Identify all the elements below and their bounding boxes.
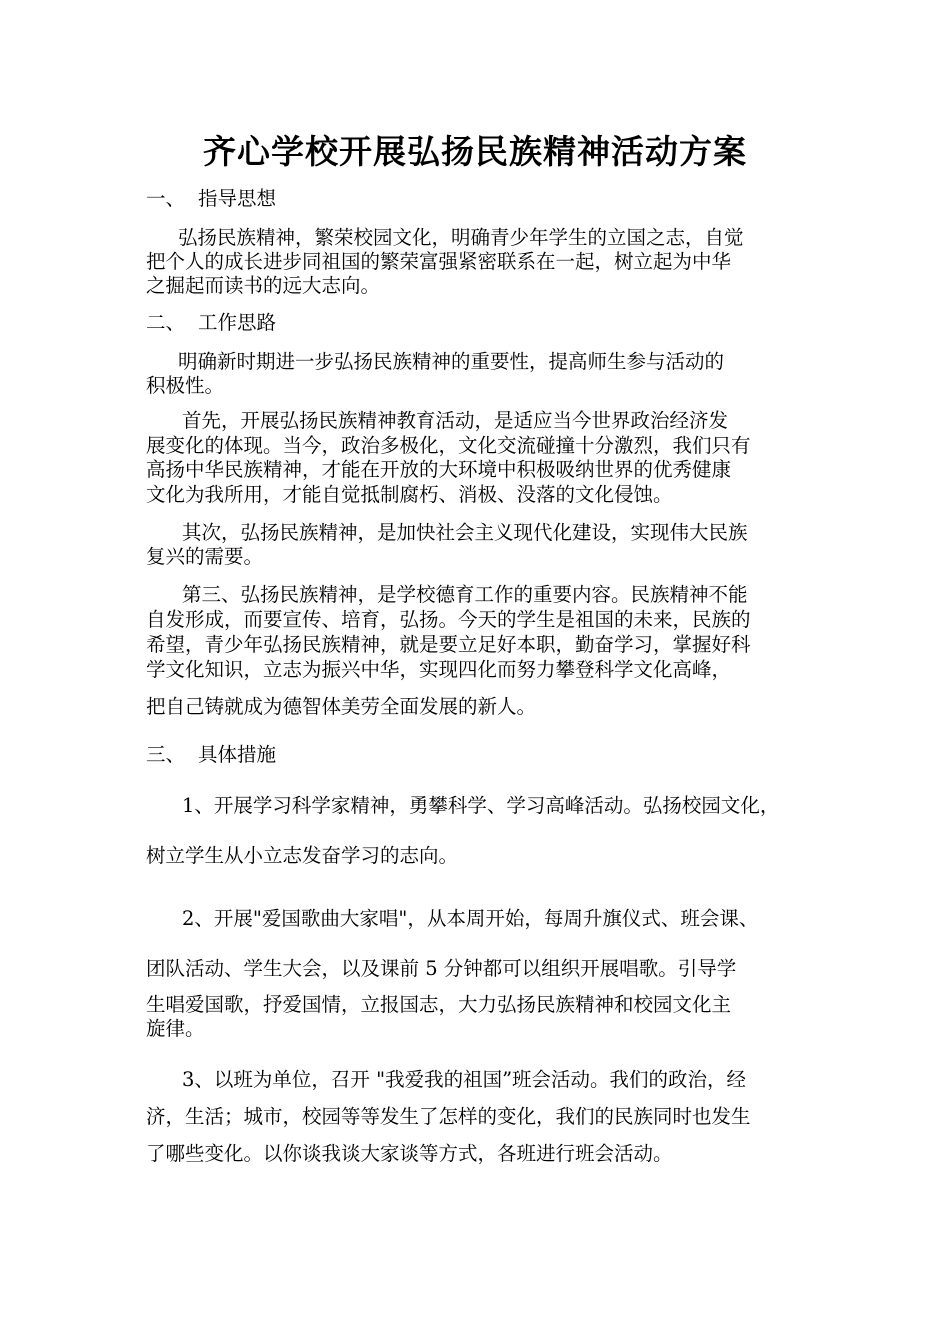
paragraph-line: 把自己铸就成为德智体美劳全面发展的新人。	[146, 695, 537, 718]
paragraph-line: 积极性。	[146, 374, 225, 397]
paragraph-line: 之掘起而读书的远大志向。	[146, 274, 381, 297]
paragraph-line: 团队活动、学生大会，以及课前 5 分钟都可以组织开展唱歌。引导学	[146, 957, 737, 980]
paragraph-line: 其次，弘扬民族精神，是加快社会主义现代化建设，实现伟大民族	[182, 521, 748, 544]
paragraph-line: 展变化的体现。当今，政治多极化，文化交流碰撞十分激烈，我们只有	[146, 434, 751, 457]
section-number: 三、	[146, 743, 186, 766]
paragraph-line: 树立学生从小立志发奋学习的志向。	[146, 844, 459, 867]
section-heading-3	[146, 741, 276, 769]
section-number: 二、	[146, 311, 186, 334]
paragraph-line: 学文化知识，立志为振兴中华，实现四化而努力攀登科学文化高峰，	[146, 658, 732, 681]
paragraph-line: 第三、弘扬民族精神，是学校德育工作的重要内容。民族精神不能	[182, 583, 748, 606]
section-heading-2	[146, 309, 276, 337]
paragraph-line: 了哪些变化。以你谈我谈大家谈等方式，各班进行班会活动。	[146, 1142, 673, 1165]
paragraph-line: 1、开展学习科学家精神，勇攀科学、学习高峰活动。弘扬校园文化，	[182, 794, 780, 817]
paragraph-line: 首先，开展弘扬民族精神教育活动，是适应当今世界政治经济发	[182, 409, 729, 432]
paragraph-line: 文化为我所用，才能自觉抵制腐朽、消极、没落的文化侵蚀。	[146, 483, 673, 506]
section-heading-1	[146, 185, 276, 213]
section-heading-text: 工作思路	[198, 311, 277, 334]
paragraph-line: 高扬中华民族精神，才能在开放的大环境中积极吸纳世界的优秀健康	[146, 458, 732, 481]
paragraph-line: 自发形成，而要宣传、培育，弘扬。今天的学生是祖国的未来，民族的	[146, 608, 751, 631]
paragraph-line: 希望，青少年弘扬民族精神，就是要立足好本职，勤奋学习，掌握好科	[146, 633, 751, 656]
paragraph-line: 2、开展"爱国歌曲大家唱"，从本周开始，每周升旗仪式、班会课、	[182, 907, 759, 930]
paragraph-line: 济，生活；城市，校园等等发生了怎样的变化，我们的民族同时也发生	[146, 1105, 751, 1128]
paragraph-line: 复兴的需要。	[146, 545, 264, 568]
paragraph-line: 明确新时期进一步弘扬民族精神的重要性，提高师生参与活动的	[178, 350, 725, 373]
paragraph-line: 3、以班为单位，召开 "我爱我的祖国”班会活动。我们的政治，经	[182, 1068, 747, 1091]
paragraph-line: 弘扬民族精神，繁荣校园文化，明确青少年学生的立国之志，自觉	[178, 226, 744, 249]
paragraph-line: 旋律。	[146, 1017, 205, 1040]
document-title: 齐心学校开展弘扬民族精神活动方案	[203, 132, 747, 171]
section-heading-text: 指导思想	[198, 187, 277, 210]
paragraph-line: 生唱爱国歌，抒爱国情，立报国志，大力弘扬民族精神和校园文化主	[146, 993, 732, 1016]
paragraph-line: 把个人的成长进步同祖国的繁荣富强紧密联系在一起，树立起为中华	[146, 250, 732, 273]
section-number: 一、	[146, 187, 186, 210]
section-heading-text: 具体措施	[198, 743, 277, 766]
